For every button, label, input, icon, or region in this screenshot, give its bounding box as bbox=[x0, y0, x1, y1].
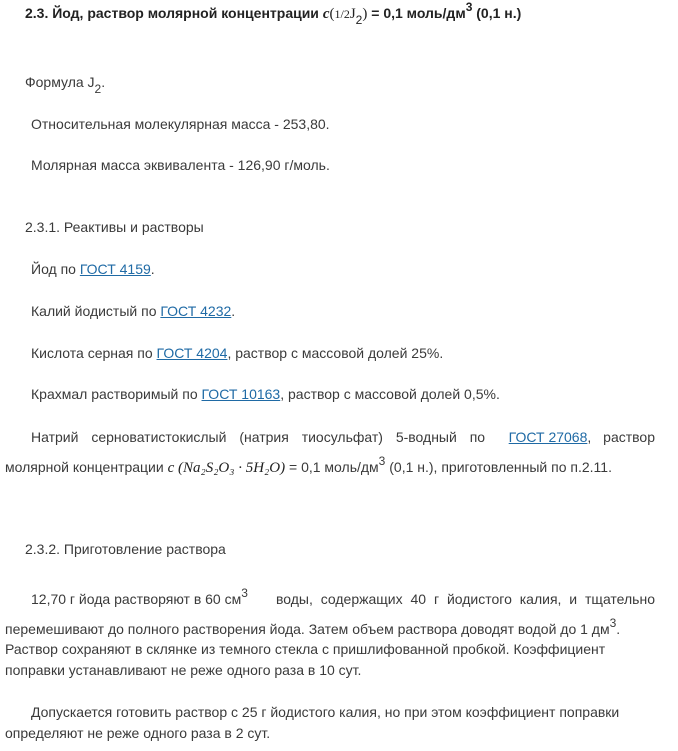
equivalent-mass: Молярная масса эквивалента - 126,90 г/моль. bbox=[31, 157, 330, 173]
gost-4232-link[interactable]: ГОСТ 4232 bbox=[160, 303, 232, 319]
reagent-item: Йод по ГОСТ 4159. bbox=[31, 261, 155, 277]
gost-4159-link[interactable]: ГОСТ 4159 bbox=[79, 261, 151, 277]
gost-4204-link[interactable]: ГОСТ 4204 bbox=[156, 345, 228, 361]
reagent-item: Калий йодистый по ГОСТ 4232. bbox=[31, 303, 236, 319]
heading-formula: c(1/2J2) bbox=[322, 6, 368, 27]
page-title: 2.3. Йод, раствор молярной концентрации c(1/2J2) = 0,1 моль/дм3 (0,1 н.) bbox=[25, 0, 522, 27]
section-preparation-title: 2.3.2. Приготовление раствора bbox=[25, 541, 226, 557]
prep-para2-line2: определяют не реже одного раза в 2 сут. bbox=[5, 725, 271, 741]
prep-para1-line2: перемешивают до полного растворения йода. Затем объем раствора доводят водой до 1 дм3. bbox=[5, 616, 621, 637]
prep-para1-line4: поправки устанавливают не реже одного раза в 10 сут. bbox=[5, 662, 362, 678]
relative-mass: Относительная молекулярная масса - 253,80. bbox=[31, 116, 330, 132]
reagent-item: Кислота серная по ГОСТ 4204, раствор с массовой долей 25%. bbox=[31, 345, 444, 361]
reagent-item: Крахмал растворимый по ГОСТ 10163, раствор с массовой долей 0,5%. bbox=[31, 386, 500, 402]
prep-para2-line1: Допускается готовить раствор с 25 г йодистого калия, но при этом коэффициент поправки bbox=[31, 704, 620, 720]
prep-para1-line3: Раствор сохраняют в склянке из темного стекла с пришлифованной пробкой. Коэффициент bbox=[5, 641, 606, 657]
gost-27068-link[interactable]: ГОСТ 27068 bbox=[508, 429, 588, 445]
formula-line: Формула J2. bbox=[25, 74, 106, 96]
gost-10163-link[interactable]: ГОСТ 10163 bbox=[201, 386, 281, 402]
section-reagents-title: 2.3.1. Реактивы и растворы bbox=[25, 219, 204, 235]
thiosulfate-line-1: Натрий серноватистокислый (натрия тиосульфат) 5-водный по ГОСТ 27068, раствор bbox=[31, 429, 655, 445]
thiosulfate-line-2: молярной концентрации c (Na₂S₂O₃ · 5H₂O) = 0,1 моль/дм3 (0,1 н.), приготовленный по п.2.11. bbox=[5, 454, 612, 476]
thiosulfate-formula: c (Na₂S₂O₃ · 5H₂O) bbox=[167, 460, 286, 476]
prep-para1-line1: 12,70 г йода растворяют в 60 см3 воды, содержащих 40 г йодистого калия, и тщательно bbox=[31, 586, 655, 607]
